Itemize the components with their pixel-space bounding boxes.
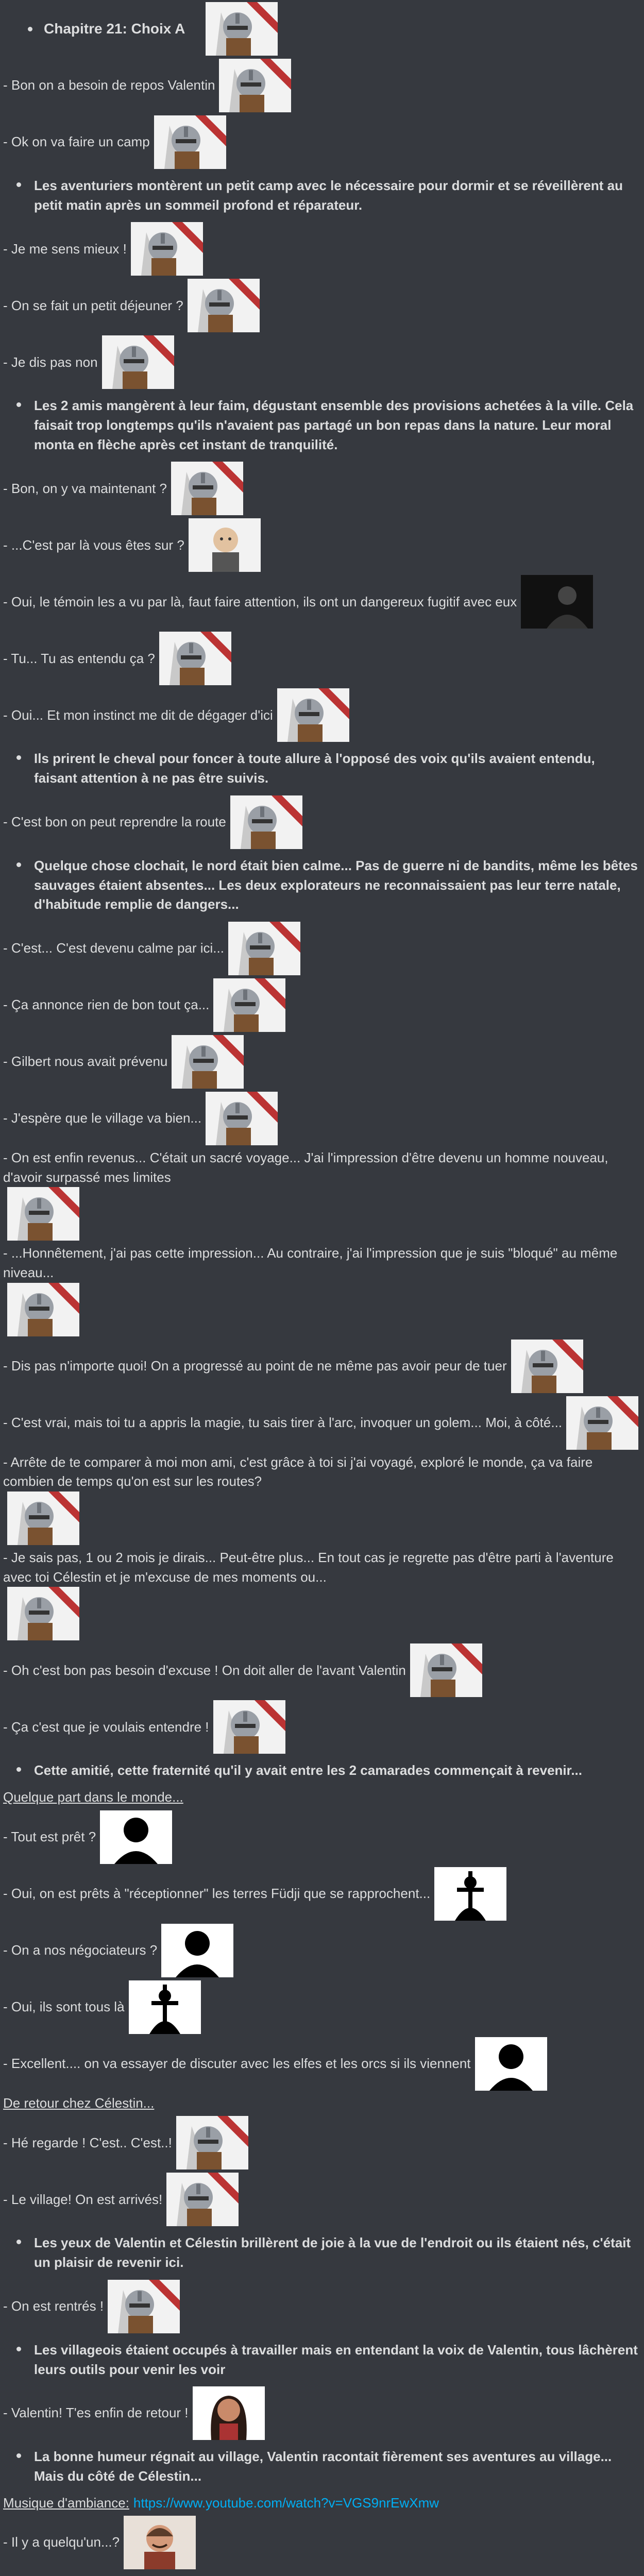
dialogue-line bbox=[3, 1867, 641, 1921]
dialogue-line bbox=[3, 2116, 641, 2170]
dialogue-line bbox=[3, 1810, 641, 1864]
line-text: - On a nos négociateurs ? bbox=[3, 1942, 158, 1958]
knight-avatar bbox=[277, 688, 349, 742]
knight-avatar bbox=[206, 2, 278, 56]
line-text: - Oui, ils sont tous là bbox=[3, 1998, 125, 2014]
section-title: De retour chez Célestin... bbox=[3, 2095, 155, 2111]
knight-avatar bbox=[228, 922, 300, 975]
music-label: Musique d'ambiance: bbox=[3, 2495, 129, 2511]
dialogue-line bbox=[3, 922, 641, 975]
dialogue-line bbox=[3, 2280, 641, 2333]
dialogue-line bbox=[3, 2037, 641, 2091]
knight-avatar bbox=[7, 1187, 79, 1241]
line-text: - Dis pas n'importe quoi! On a progressé au point de ne même pas avoir peur de tuer bbox=[3, 1358, 507, 1374]
silhouette-cross-avatar bbox=[129, 1980, 201, 2034]
knight-avatar bbox=[131, 222, 203, 276]
line-text: - Il y a quelqu'un...? bbox=[3, 2534, 120, 2550]
knight-avatar bbox=[171, 462, 243, 515]
line-text: - Valentin! T'es enfin de retour ! bbox=[3, 2405, 189, 2421]
silhouette-cross-avatar bbox=[434, 1867, 506, 1921]
dialogue-line bbox=[3, 1092, 641, 1145]
line-text: - Arrête de te comparer à moi mon ami, c'est grâce à toi si j'ai voyagé, exploré le monde, ça va faire combien de temps qu'on est sur les routes? bbox=[3, 1454, 593, 1489]
line-text: - Oh c'est bon pas besoin d'excuse ! On doit aller de l'avant Valentin bbox=[3, 1662, 406, 1678]
narration-bullet: La bonne humeur régnait au village, Valentin racontait fièrement ses aventures au village... Mais du côté de Célestin... bbox=[30, 2447, 641, 2486]
line-text: - Bon, on y va maintenant ? bbox=[3, 480, 167, 496]
dialogue-line bbox=[3, 1700, 641, 1754]
dark-avatar bbox=[521, 575, 593, 629]
dialogue-line bbox=[3, 795, 641, 849]
dialogue-line bbox=[3, 518, 641, 572]
bald-avatar bbox=[189, 518, 261, 572]
line-text: - Oui, on est prêts à "réceptionner" les terres Füdji que se rapprochent... bbox=[3, 1885, 431, 1901]
dialogue-line bbox=[3, 1340, 641, 1393]
line-text: - On est enfin revenus... C'était un sacré voyage... J'ai l'impression d'être devenu un homme nouveau, d'avoir surpassé mes limites bbox=[3, 1149, 608, 1185]
line-text: - J'espère que le village va bien... bbox=[3, 1110, 202, 1126]
knight-avatar bbox=[213, 978, 285, 1032]
knight-avatar bbox=[7, 1283, 79, 1336]
knight-avatar bbox=[159, 632, 231, 685]
line-text: - Le village! On est arrivés! bbox=[3, 2191, 163, 2207]
knight-avatar bbox=[7, 1587, 79, 1640]
dialogue-line bbox=[3, 2386, 641, 2440]
silhouette-avatar bbox=[100, 1810, 172, 1864]
woman-avatar bbox=[193, 2386, 265, 2440]
line-text: - Ok on va faire un camp bbox=[3, 134, 150, 150]
dialogue-line bbox=[3, 1924, 641, 1977]
line-text: - Gilbert nous avait prévenu bbox=[3, 1054, 168, 1070]
dialogue-line bbox=[3, 115, 641, 169]
dialogue-line bbox=[3, 1396, 641, 1450]
dialogue-line bbox=[3, 462, 641, 515]
knight-avatar bbox=[206, 1092, 278, 1145]
dialogue-line bbox=[3, 1548, 641, 1640]
line-text: - C'est... C'est devenu calme par ici... bbox=[3, 940, 224, 956]
knight-avatar bbox=[213, 1700, 285, 1754]
section-header bbox=[3, 1788, 641, 1807]
dialogue-line bbox=[3, 1643, 641, 1697]
line-text: - C'est vrai, mais toi tu a appris la magie, tu sais tirer à l'arc, invoquer un golem... Moi, à côté... bbox=[3, 1414, 563, 1430]
dialogue-line bbox=[3, 1980, 641, 2034]
line-text: - ...C'est par là vous êtes sur ? bbox=[3, 537, 184, 553]
narration-bullet: Les villageois étaient occupés à travailler mais en entendant la voix de Valentin, tous lâchèrent leurs outils pour venir les voir bbox=[30, 2341, 641, 2379]
line-text: - Bon on a besoin de repos Valentin bbox=[3, 77, 215, 93]
dialogue-line bbox=[3, 978, 641, 1032]
narration-bullet: Cette amitié, cette fraternité qu'il y avait entre les 2 camarades commençait à revenir... bbox=[30, 1761, 641, 1781]
line-text: - Je dis pas non bbox=[3, 354, 98, 370]
dialogue-line bbox=[3, 2516, 641, 2569]
line-text: - Excellent.... on va essayer de discuter avec les elfes et les orcs si ils viennent bbox=[3, 2055, 471, 2071]
knight-avatar bbox=[154, 115, 226, 169]
knight-avatar bbox=[176, 2116, 248, 2170]
knight-avatar bbox=[219, 59, 291, 112]
line-text: - C'est bon on peut reprendre la route bbox=[3, 814, 226, 829]
line-text: - Ça annonce rien de bon tout ça... bbox=[3, 997, 210, 1013]
line-text: - On est rentrés ! bbox=[3, 2298, 104, 2314]
dialogue-line bbox=[3, 688, 641, 742]
knight-avatar bbox=[188, 279, 260, 332]
narration-bullet: Les 2 amis mangèrent à leur faim, dégustant ensemble des provisions achetées à la ville. Cela faisait trop longtemps qu'ils n'avaient pas partagé un bon repas dans la nature. Leur moral monta en flèche après cet instant de tranquilité. bbox=[30, 396, 641, 454]
knight-avatar bbox=[230, 795, 302, 849]
chapter-title: Chapitre 21: Choix A bbox=[44, 20, 185, 37]
dialogue-line bbox=[3, 1453, 641, 1545]
man-avatar bbox=[124, 2516, 196, 2569]
knight-avatar bbox=[7, 1492, 79, 1545]
narration-bullet: Quelque chose clochait, le nord était bien calme... Pas de guerre ni de bandits, même les bêtes sauvages étaient absentes... Les deux explorateurs ne reconnaissaient pas leur terre natale, d'habitude remplie de dangers... bbox=[30, 856, 641, 914]
knight-avatar bbox=[166, 2173, 239, 2226]
section-header bbox=[3, 2094, 641, 2113]
chapter-heading bbox=[3, 2, 641, 56]
knight-avatar bbox=[172, 1035, 244, 1089]
dialogue-line bbox=[3, 1035, 641, 1089]
section-title: Quelque part dans le monde... bbox=[3, 1789, 183, 1805]
silhouette-avatar bbox=[475, 2037, 547, 2091]
dialogue-line bbox=[3, 632, 641, 685]
dialogue-line bbox=[3, 335, 641, 389]
line-text: - Tout est prêt ? bbox=[3, 1828, 96, 1844]
dialogue-line bbox=[3, 575, 641, 629]
line-text: - Oui... Et mon instinct me dit de dégager d'ici bbox=[3, 707, 273, 723]
dialogue-line bbox=[3, 59, 641, 112]
narration-bullet: Ils prirent le cheval pour foncer à toute allure à l'opposé des voix qu'ils avaient entendu, faisant attention à ne pas être suivis. bbox=[30, 749, 641, 788]
dialogue-line bbox=[3, 222, 641, 276]
knight-avatar bbox=[511, 1340, 583, 1393]
line-text: - ...Honnêtement, j'ai pas cette impression... Au contraire, j'ai l'impression que je suis "bloqué" au même niveau... bbox=[3, 1245, 618, 1280]
music-link[interactable]: https://www.youtube.com/watch?v=VGS9nrEwXmw bbox=[133, 2495, 439, 2511]
bullet-dot bbox=[28, 27, 32, 31]
dialogue-line bbox=[3, 1148, 641, 1241]
silhouette-avatar bbox=[161, 1924, 233, 1977]
dialogue-line bbox=[3, 1244, 641, 1336]
dialogue-line bbox=[3, 279, 641, 332]
line-text: - On se fait un petit déjeuner ? bbox=[3, 297, 183, 313]
line-text: - Je sais pas, 1 ou 2 mois je dirais... Peut-être plus... En tout cas je regrette pas d'être parti à l'aventure avec toi Célestin et je m'excuse de mes moments ou... bbox=[3, 1550, 614, 1585]
narration-bullet: Les yeux de Valentin et Célestin brillèrent de joie à la vue de l'endroit ou ils étaient nés, c'était un plaisir de revenir ici. bbox=[30, 2233, 641, 2272]
line-text: - Tu... Tu as entendu ça ? bbox=[3, 650, 155, 666]
knight-avatar bbox=[108, 2280, 180, 2333]
music-line bbox=[3, 2494, 641, 2513]
knight-avatar bbox=[566, 1396, 638, 1450]
knight-avatar bbox=[102, 335, 174, 389]
narration-bullet: Les aventuriers montèrent un petit camp avec le nécessaire pour dormir et se réveillèrent au petit matin après un sommeil profond et réparateur. bbox=[30, 176, 641, 215]
line-text: - Oui, le témoin les a vu par là, faut faire attention, ils ont un dangereux fugitif avec eux bbox=[3, 594, 517, 609]
line-text: - Hé regarde ! C'est.. C'est..! bbox=[3, 2134, 172, 2150]
knight-avatar bbox=[410, 1643, 482, 1697]
line-text: - Ça c'est que je voulais entendre ! bbox=[3, 1719, 209, 1735]
line-text: - Je me sens mieux ! bbox=[3, 241, 127, 257]
dialogue-line bbox=[3, 2173, 641, 2226]
